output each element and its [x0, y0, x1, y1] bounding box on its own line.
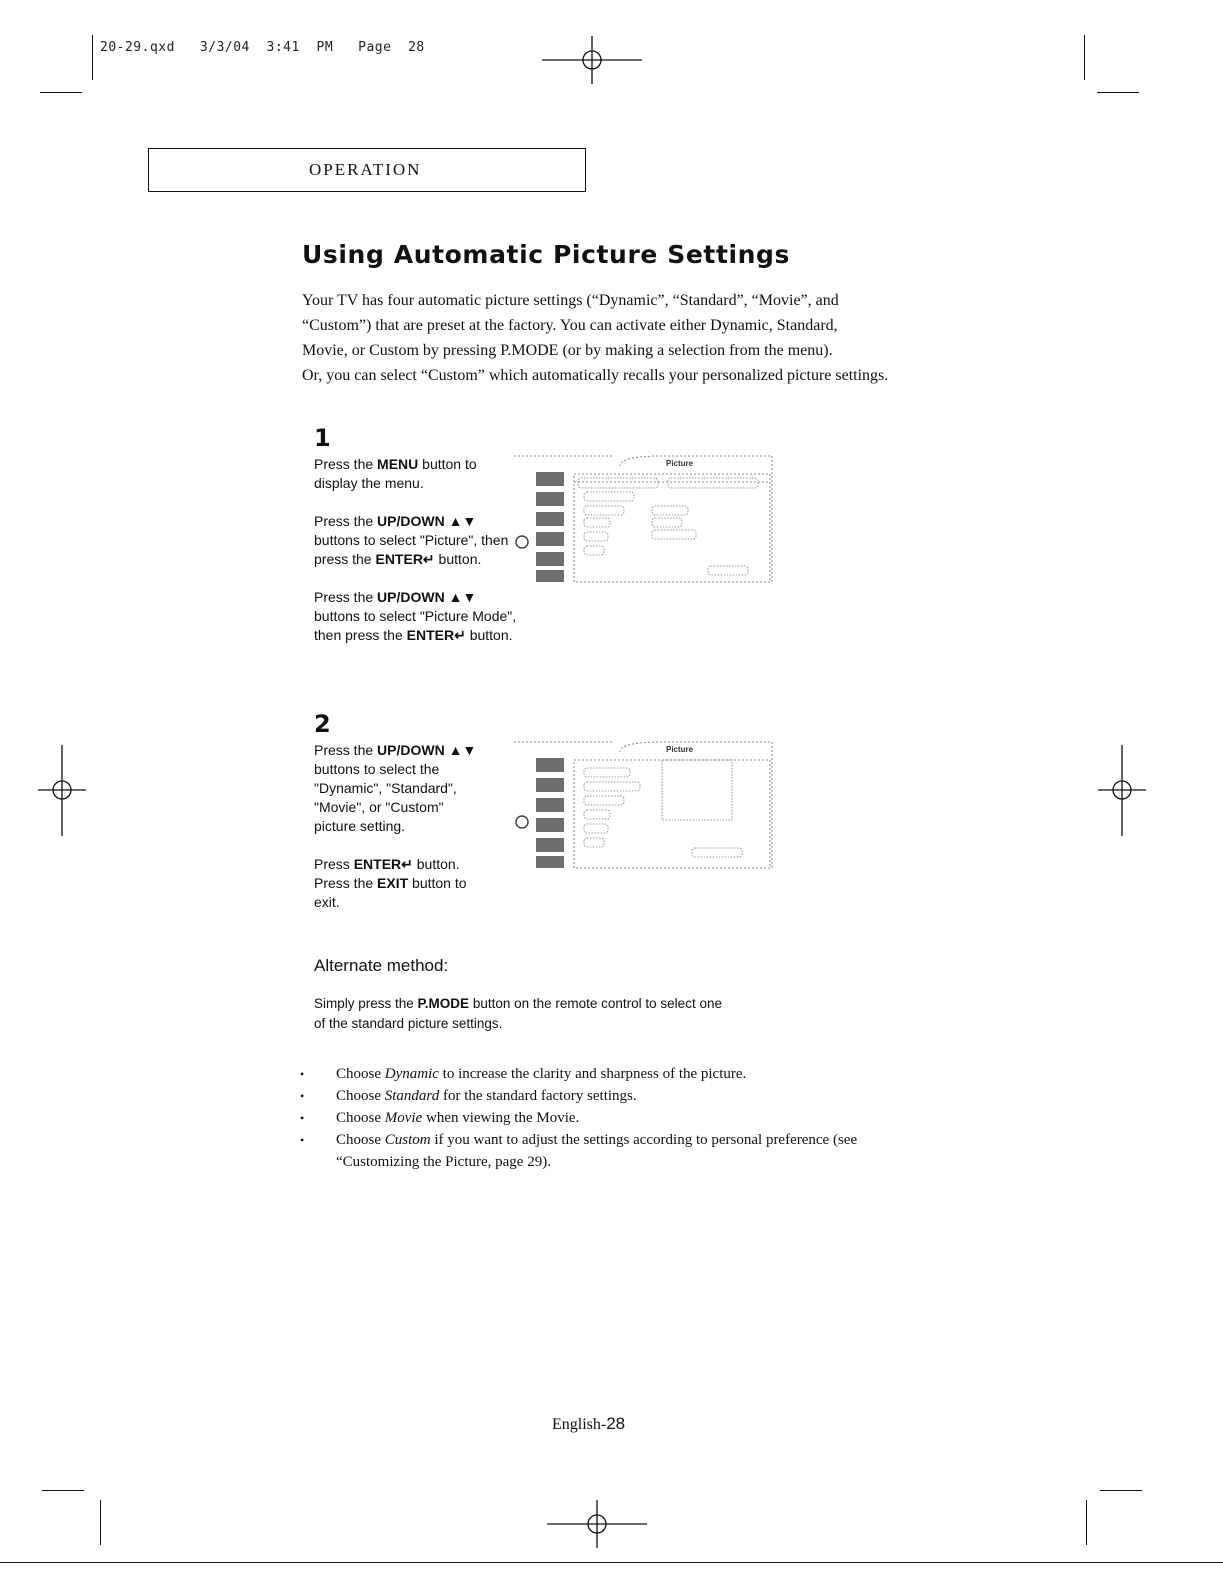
step-2-para-2: Press ENTER↵ button. Press the EXIT button to exit.	[314, 856, 467, 910]
crop-mark-bottom-right-horizontal	[1100, 1490, 1142, 1491]
step-2-para-1: Press the UP/DOWN ▲▼ buttons to select the "Dynamic", "Standard", "Movie", or "Custom" picture setting.	[314, 742, 477, 834]
page-title: Using Automatic Picture Settings	[302, 240, 791, 269]
crop-mark-top-right-vertical	[1084, 35, 1085, 80]
file-slug: 20-29.qxd 3/3/04 3:41 PM Page 28	[100, 40, 425, 55]
page-number: English-28	[552, 1414, 626, 1433]
crop-mark-bottom-right-vertical	[1086, 1500, 1087, 1545]
intro-line: “Custom”) that are preset at the factory. You can activate either Dynamic, Standard,	[302, 317, 838, 334]
crop-mark-bottom-left-vertical	[100, 1500, 101, 1545]
step-1-instructions	[314, 455, 519, 664]
list-item: • Choose Custom if you want to adjust the settings according to personal preference (see “Customizing the Picture, page 29).	[300, 1129, 860, 1173]
page-bottom-edge	[0, 1562, 1223, 1563]
alternate-method-text: Simply press the P.MODE button on the remote control to select one of the standard picture settings.	[314, 996, 722, 1031]
intro-line: Movie, or Custom by pressing P.MODE (or by making a selection from the menu).	[302, 342, 833, 359]
step-1-para-3: Press the UP/DOWN ▲▼ buttons to select "Picture Mode", then press the ENTER↵ button.	[314, 589, 517, 643]
step-2-screen-title: Picture	[666, 745, 694, 754]
intro-line: Your TV has four automatic picture settings (“Dynamic”, “Standard”, “Movie”, and	[302, 292, 839, 309]
section-label: OPERATION	[309, 160, 422, 179]
list-item: • Choose Standard for the standard factory settings.	[300, 1085, 860, 1107]
registration-mark-bottom	[547, 1496, 647, 1556]
crop-mark-top-left-horizontal	[40, 92, 82, 93]
crop-mark-top-right-horizontal	[1097, 92, 1139, 93]
intro-line: Or, you can select “Custom” which automatically recalls your personalized picture settings.	[302, 367, 889, 384]
list-item: • Choose Dynamic to increase the clarity and sharpness of the picture.	[300, 1063, 860, 1085]
step-1-menu-screenshot	[512, 452, 774, 594]
intro-paragraph	[302, 288, 1022, 388]
step-2-menu-screenshot	[512, 738, 774, 880]
step-1-para-2: Press the UP/DOWN ▲▼ buttons to select "Picture", then press the ENTER↵ button.	[314, 513, 509, 567]
step-2-number: 2	[314, 710, 331, 738]
step-1-screen-title: Picture	[666, 459, 694, 468]
alternate-method-title: Alternate method:	[314, 956, 449, 975]
registration-mark-right	[1092, 740, 1152, 840]
registration-mark-left	[32, 740, 92, 840]
registration-mark-top	[542, 32, 642, 92]
step-1-para-1: Press the MENU button to display the menu.	[314, 456, 477, 491]
crop-mark-top-left-vertical	[92, 35, 93, 80]
picture-mode-bullets	[300, 1063, 860, 1173]
list-item: • Choose Movie when viewing the Movie.	[300, 1107, 860, 1129]
step-2-instructions	[314, 741, 479, 931]
section-header-box	[148, 148, 586, 192]
step-1-number: 1	[314, 424, 331, 452]
crop-mark-bottom-left-horizontal	[42, 1490, 84, 1491]
